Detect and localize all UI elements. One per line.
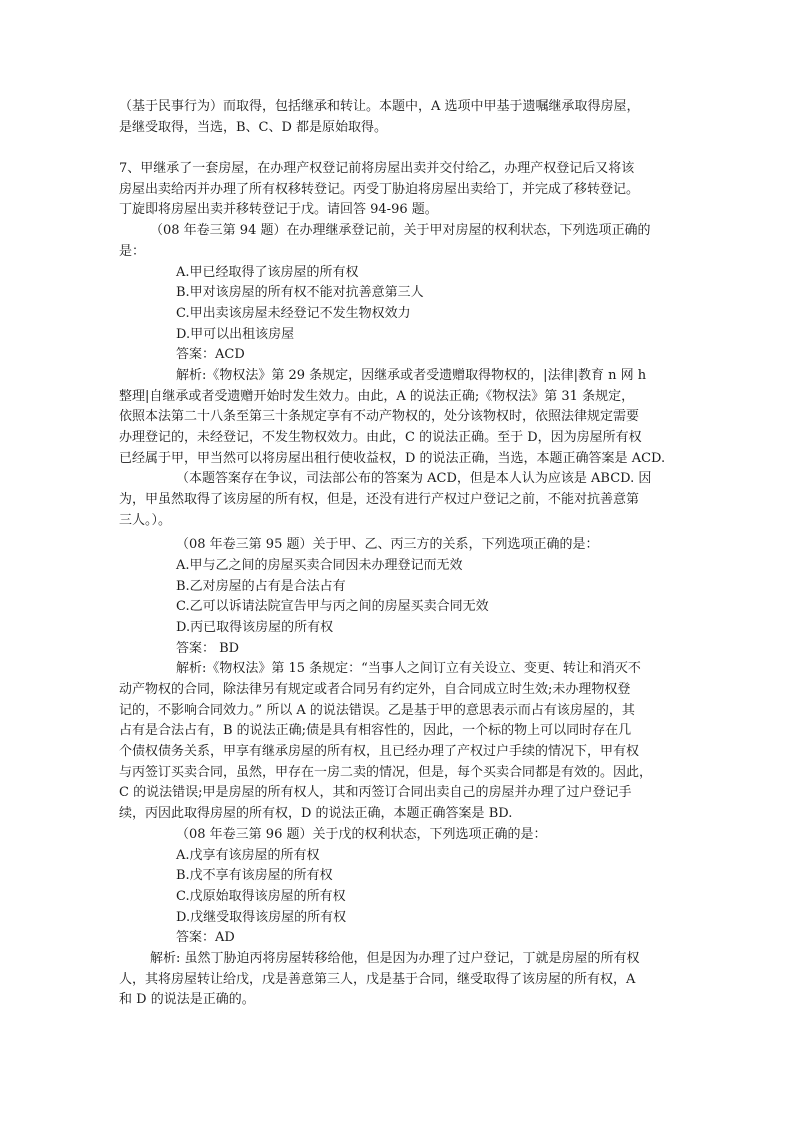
q95-option-a: A.甲与乙之间的房屋买卖合同因未办理登记而无效 — [176, 558, 463, 573]
q96-analysis-line-2: 人，其将房屋转让给戊，戊是善意第三人，戊是基于合同，继受取得了该房屋的所有权，A — [119, 972, 636, 987]
q95-answer: 答案： BD — [176, 641, 240, 656]
q95-option-c: C.乙可以诉请法院宣告甲与丙之间的房屋买卖合同无效 — [176, 599, 489, 614]
q95-stem: （08 年卷三第 95 题）关于甲、乙、丙三方的关系，下列选项正确的是： — [176, 537, 599, 552]
case-line-3: 丁旋即将房屋出卖并移转登记于戊。请回答 94-96 题。 — [119, 202, 438, 217]
case-line-2: 房屋出卖给丙并办理了所有权移转登记。丙受丁胁迫将房屋出卖给丁，并完成了移转登记。 — [119, 182, 640, 197]
case-line-1: 7、甲继承了一套房屋，在办理产权登记前将房屋出卖并交付给乙，办理产权登记后又将该 — [119, 161, 635, 176]
q95-analysis-line-7: C 的说法错误;甲是房屋的所有权人，其和丙签订合同出卖自己的房屋并办理了过户登记手 — [119, 785, 632, 800]
q96-option-c: C.戊原始取得该房屋的所有权 — [176, 889, 346, 904]
intro-line-2: 是继受取得，当选，B、C、D 都是原始取得。 — [119, 120, 388, 135]
q94-stem-line-1: （08 年卷三第 94 题）在办理继承登记前，关于甲对房屋的权利状态，下列选项正确的 — [150, 223, 651, 238]
q94-analysis-line-4: 办理登记的，未经登记，不发生物权效力。由此，C 的说法正确。至于 D，因为房屋所有权 — [119, 430, 642, 445]
q95-analysis-line-3: 记的，不影响合同效力。” 所以 A 的说法错误。乙是基于甲的意思表示而占有该房屋的，其 — [119, 703, 635, 718]
q94-note-line-1: （本题答案存在争议，司法部公布的答案为 ACD，但是本人认为应该是 ABCD. 因 — [176, 471, 652, 486]
q96-analysis-line-1: 解析: 虽然丁胁迫丙将房屋转移给他，但是因为办理了过户登记，丁就是房屋的所有权 — [150, 951, 640, 966]
q94-analysis-line-5: 已经属于甲，甲当然可以将房屋出租行使收益权，D 的说法正确，当选，本题正确答案是 ACD. — [119, 451, 666, 466]
q96-stem: （08 年卷三第 96 题）关于戊的权利状态，下列选项正确的是： — [176, 827, 547, 842]
intro-line-1: （基于民事行为）而取得，包括继承和转让。本题中，A 选项中甲基于遗嘱继承取得房屋， — [119, 99, 640, 114]
q95-analysis-line-1: 解析:《物权法》第 15 条规定：“当事人之间订立有关设立、变更、转让和消灭不 — [176, 661, 641, 676]
q96-answer: 答案：AD — [176, 930, 235, 945]
q95-analysis-line-6: 与丙签订买卖合同，虽然，甲存在一房二卖的情况，但是，每个买卖合同都是有效的。因此， — [119, 765, 653, 780]
q95-option-d: D.丙已取得该房屋的所有权 — [176, 620, 334, 635]
q94-analysis-line-2: 整理|自继承或者受遗赠开始时发生效力。由此，A 的说法正确;《物权法》第 31 条规定， — [119, 389, 635, 404]
q95-analysis-line-4: 占有是合法占有，B 的说法正确;债是具有相容性的，因此，一个标的物上可以同时存在几 — [119, 723, 632, 738]
q95-analysis-line-5: 个债权债务关系，甲享有继承房屋的所有权，且已经办理了产权过户手续的情况下，甲有权 — [119, 744, 640, 759]
q94-option-a: A.甲已经取得了该房屋的所有权 — [176, 265, 359, 280]
q94-option-b: B.甲对该房屋的所有权不能对抗善意第三人 — [176, 285, 424, 300]
q94-answer: 答案：ACD — [176, 347, 245, 362]
q94-option-c: C.甲出卖该房屋未经登记不发生物权效力 — [176, 306, 411, 321]
q94-note-line-3: 三人。）。 — [119, 513, 172, 528]
q95-analysis-line-8: 续，丙因此取得房屋的所有权，D 的说法正确，本题正确答案是 BD. — [119, 806, 513, 821]
q96-option-d: D.戊继受取得该房屋的所有权 — [176, 910, 347, 925]
q94-analysis-line-3: 依照本法第二十八条至第三十条规定享有不动产物权的，处分该物权时，依照法律规定需要 — [119, 409, 640, 424]
q94-note-line-2: 为，甲虽然取得了该房屋的所有权，但是，还没有进行产权过户登记之前，不能对抗善意第 — [119, 492, 640, 507]
q94-option-d: D.甲可以出租该房屋 — [176, 327, 295, 342]
q96-option-a: A.戊享有该房屋的所有权 — [176, 848, 320, 863]
q96-analysis-line-3: 和 D 的说法是正确的。 — [119, 992, 255, 1007]
q95-analysis-line-2: 动产物权的合同，除法律另有规定或者合同另有约定外，自合同成立时生效;未办理物权登 — [119, 682, 631, 697]
q96-option-b: B.戊不享有该房屋的所有权 — [176, 868, 333, 883]
q94-analysis-line-1: 解析:《物权法》第 29 条规定，因继承或者受遗赠取得物权的，|法律|教育 n 网 h — [176, 368, 647, 383]
q94-stem-line-2: 是： — [119, 244, 146, 259]
q95-option-b: B.乙对房屋的占有是合法占有 — [176, 579, 346, 594]
